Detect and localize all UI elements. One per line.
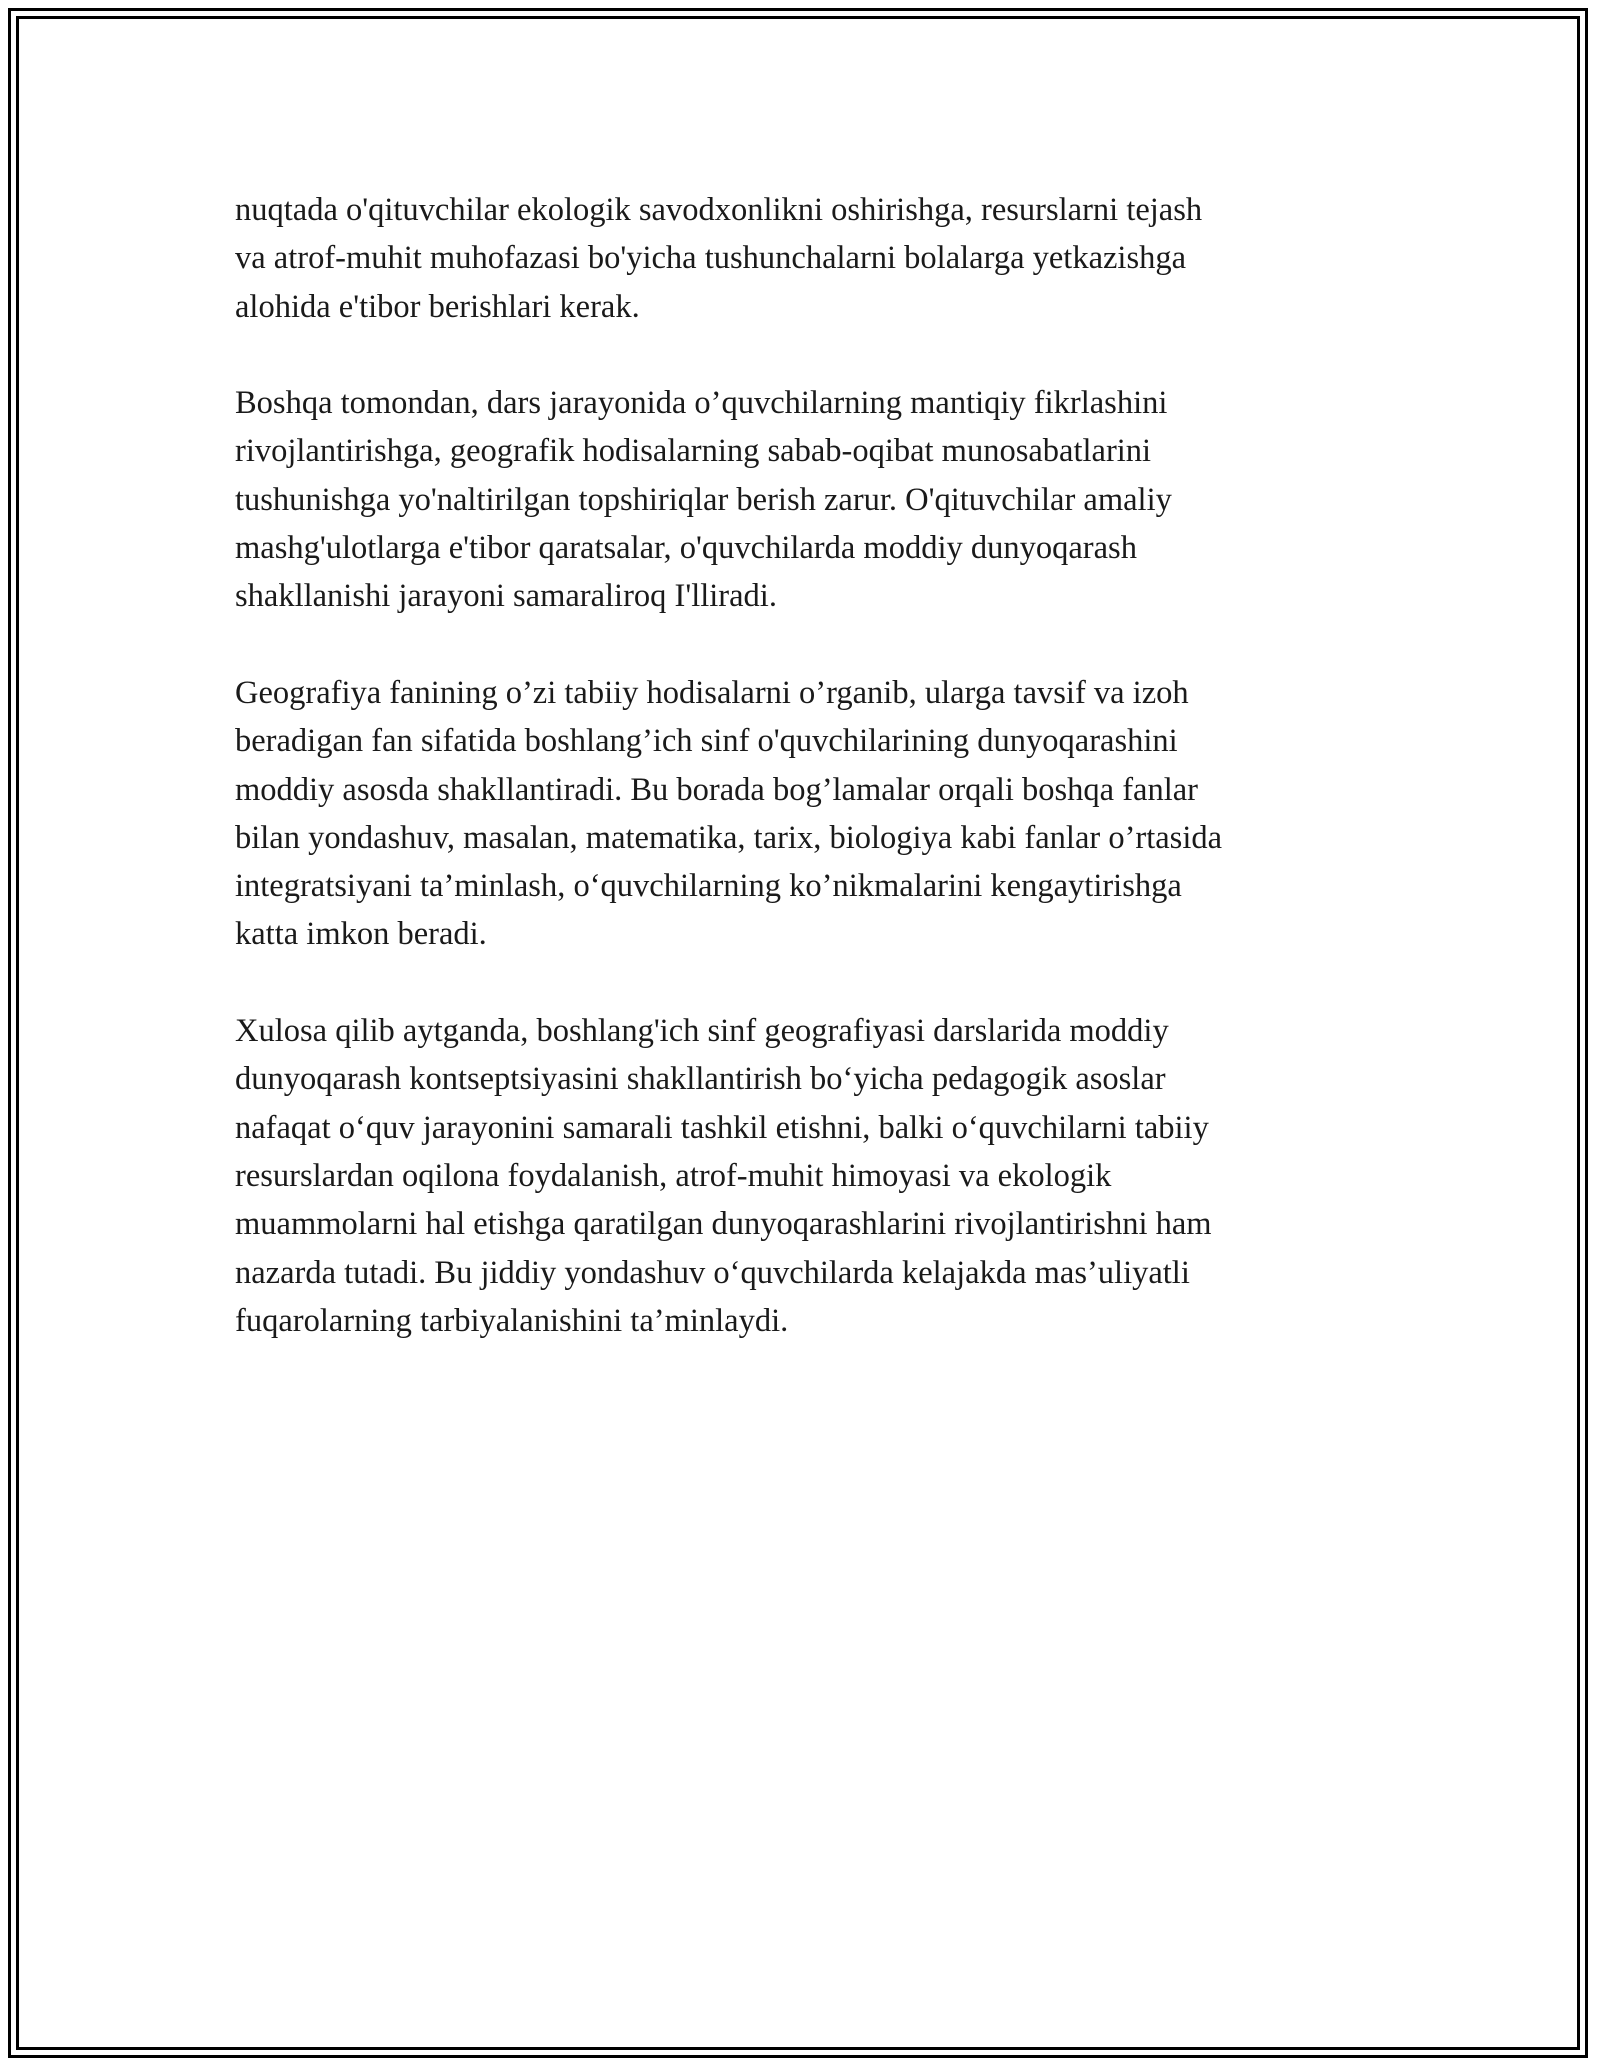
text-line: fuqarolarning tarbiyalanishini ta’minlaydi. <box>235 1302 789 1339</box>
text-line: beradigan fan sifatida boshlang’ich sinf o'quvchilarining dunyoqarashini <box>235 723 1178 760</box>
text-line: rivojlantirishga, geografik hodisalarning sabab-oqibat munosabatlarini <box>235 433 1152 470</box>
text-line: bilan yondashuv, masalan, matematika, tarix, biologiya kabi fanlar o’rtasida <box>235 819 1223 856</box>
paragraph-conclusion <box>235 1007 1375 1345</box>
paragraph-logical-thinking <box>235 379 1375 620</box>
text-line: resurslardan oqilona foydalanish, atrof-muhit himoyasi va ekologik <box>235 1157 1112 1194</box>
text-line: mashg'ulotlarga e'tibor qaratsalar, o'quvchilarda moddiy dunyoqarash <box>235 530 1137 567</box>
paragraph-ecology <box>235 186 1375 331</box>
text-line: Geografiya fanining o’zi tabiiy hodisalarni o’rganib, ularga tavsif va izoh <box>235 674 1189 711</box>
paragraph-geography-science <box>235 669 1375 959</box>
text-line: alohida e'tibor berishlari kerak. <box>235 288 640 325</box>
document-body <box>235 186 1375 1393</box>
text-line: nafaqat o‘quv jarayonini samarali tashkil etishni, balki o‘quvchilarni tabiiy <box>235 1109 1209 1146</box>
text-line: integratsiyani ta’minlash, o‘quvchilarning ko’nikmalarini kengaytirishga <box>235 868 1182 905</box>
text-line: nazarda tutadi. Bu jiddiy yondashuv o‘quvchilarda kelajakda mas’uliyatli <box>235 1254 1190 1291</box>
text-line: Boshqa tomondan, dars jarayonida o’quvchilarning mantiqiy fikrlashini <box>235 385 1168 422</box>
text-line: tushunishga yo'naltirilgan topshiriqlar berish zarur. O'qituvchilar amaliy <box>235 481 1172 518</box>
text-line: dunyoqarash kontseptsiyasini shakllantirish bo‘yicha pedagogik asoslar <box>235 1061 1166 1098</box>
text-line: moddiy asosda shakllantiradi. Bu borada bog’lamalar orqali boshqa fanlar <box>235 771 1198 808</box>
text-line: muammolarni hal etishga qaratilgan dunyoqarashlarini rivojlantirishni ham <box>235 1206 1212 1243</box>
text-line: Xulosa qilib aytganda, boshlang'ich sinf geografiyasi darslarida moddiy <box>235 1013 1169 1050</box>
text-line: nuqtada o'qituvchilar ekologik savodxonlikni oshirishga, resurslarni tejash <box>235 192 1203 228</box>
text-line: katta imkon beradi. <box>235 916 487 953</box>
text-line: shakllanishi jarayoni samaraliroq I'lliradi. <box>235 578 777 615</box>
text-line: va atrof-muhit muhofazasi bo'yicha tushunchalarni bolalarga yetkazishga <box>235 240 1187 277</box>
